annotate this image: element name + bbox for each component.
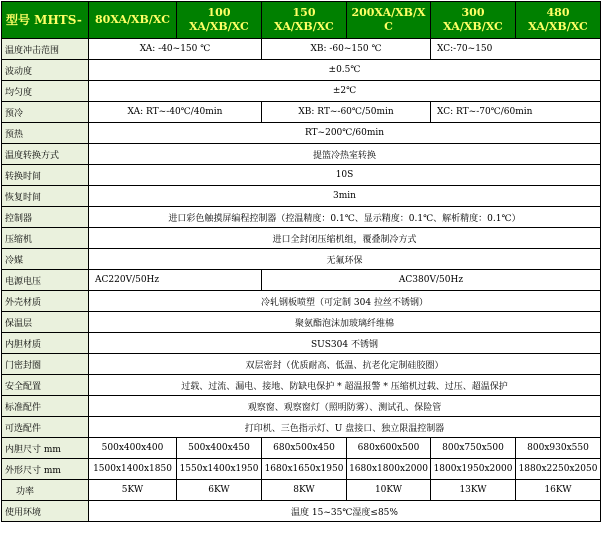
model-80: 80XA/XB/XC	[89, 2, 177, 39]
outer-size-480: 1880x2250x2050	[516, 459, 601, 480]
label-precool: 预冷	[2, 102, 89, 123]
uniformity-value: ±2℃	[89, 81, 601, 102]
switch-mode-value: 提篮冷热室转换	[89, 144, 601, 165]
liner-value: SUS304 不锈钢	[89, 333, 601, 354]
controller-value: 进口彩色触摸屏编程控制器（控温精度：0.1℃、显示精度：0.1℃、解析精度：0.1℃）	[89, 207, 601, 228]
outer-size-150: 1680x1650x1950	[262, 459, 347, 480]
row-precool	[2, 102, 601, 123]
door-seal-value: 双层密封（优质耐高、低温、抗老化定制硅胶圈）	[89, 354, 601, 375]
model-300-label: 300 XA/XB/XC	[443, 6, 503, 33]
fluctuation-value: ±0.5℃	[89, 60, 601, 81]
label-shell: 外壳材质	[2, 291, 89, 312]
power-150: 8KW	[262, 480, 347, 501]
model-100	[177, 2, 262, 39]
row-switch-mode	[2, 144, 601, 165]
safety-value: 过载、过流、漏电、接地、防缺电保护 * 超温报警 * 压缩机过载、过压、超温保护	[89, 375, 601, 396]
environment-value: 温度 15~35℃湿度≤85%	[89, 501, 601, 522]
standard-value: 观察窗、观察窗灯（照明防雾）、测试孔、保险管	[89, 396, 601, 417]
row-switch-time	[2, 165, 601, 186]
power-200: 10KW	[347, 480, 431, 501]
row-outer-size	[2, 459, 601, 480]
row-optional	[2, 417, 601, 438]
label-safety: 安全配置	[2, 375, 89, 396]
insulation-value: 聚氨酯泡沫加玻璃纤维棉	[89, 312, 601, 333]
row-power-supply	[2, 270, 601, 291]
inner-size-100: 500x400x450	[177, 438, 262, 459]
temp-range-xa: XA: -40~150 ℃	[89, 39, 262, 60]
label-preheat: 预热	[2, 123, 89, 144]
row-preheat	[2, 123, 601, 144]
row-inner-size	[2, 438, 601, 459]
row-compressor	[2, 228, 601, 249]
model-150	[262, 2, 347, 39]
row-temp-range	[2, 39, 601, 60]
model-200	[347, 2, 431, 39]
label-liner: 内胆材质	[2, 333, 89, 354]
row-recovery-time	[2, 186, 601, 207]
label-controller: 控制器	[2, 207, 89, 228]
label-inner-size: 内胆尺寸 mm	[2, 438, 89, 459]
temp-range-xb: XB: -60~150 ℃	[262, 39, 431, 60]
precool-xc: XC: RT~-70℃/60min	[431, 102, 601, 123]
label-recovery-time: 恢复时间	[2, 186, 89, 207]
temp-range-xc: XC:-70~150	[431, 39, 601, 60]
optional-value: 打印机、三色指示灯、U 盘接口、独立限温控制器	[89, 417, 601, 438]
power-supply-small: AC220V/50Hz	[89, 270, 262, 291]
outer-size-300: 1800x1950x2000	[431, 459, 516, 480]
row-safety	[2, 375, 601, 396]
precool-xb: XB: RT~-60℃/50min	[262, 102, 431, 123]
inner-size-300: 800x750x500	[431, 438, 516, 459]
label-optional: 可选配件	[2, 417, 89, 438]
preheat-value: RT~200℃/60min	[89, 123, 601, 144]
label-uniformity: 均匀度	[2, 81, 89, 102]
label-power: 功率	[2, 480, 89, 501]
spec-table	[1, 1, 601, 522]
header-row	[2, 2, 601, 39]
model-480-label: 480 XA/XB/XC	[528, 6, 588, 33]
inner-size-480: 800x930x550	[516, 438, 601, 459]
row-refrigerant	[2, 249, 601, 270]
label-outer-size: 外形尺寸 mm	[2, 459, 89, 480]
row-standard	[2, 396, 601, 417]
row-insulation	[2, 312, 601, 333]
compressor-value: 进口全封闭压缩机组，覆叠制冷方式	[89, 228, 601, 249]
inner-size-150: 680x500x450	[262, 438, 347, 459]
row-environment	[2, 501, 601, 522]
model-prefix: 型号 MHTS-	[2, 2, 89, 39]
label-power-supply: 电源电压	[2, 270, 89, 291]
shell-value: 冷轧钢板喷塑（可定制 304 拉丝不锈钢）	[89, 291, 601, 312]
label-standard: 标准配件	[2, 396, 89, 417]
power-300: 13KW	[431, 480, 516, 501]
row-controller	[2, 207, 601, 228]
switch-time-value: 10S	[89, 165, 601, 186]
refrigerant-value: 无氟环保	[89, 249, 601, 270]
power-80: 5KW	[89, 480, 177, 501]
label-temp-range: 温度冲击范围	[2, 39, 89, 60]
inner-size-80: 500x400x400	[89, 438, 177, 459]
row-shell	[2, 291, 601, 312]
row-liner	[2, 333, 601, 354]
outer-size-100: 1550x1400x1950	[177, 459, 262, 480]
inner-size-200: 680x600x500	[347, 438, 431, 459]
power-480: 16KW	[516, 480, 601, 501]
model-100-label: 100 XA/XB/XC	[189, 6, 249, 33]
outer-size-80: 1500x1400x1850	[89, 459, 177, 480]
label-insulation: 保温层	[2, 312, 89, 333]
label-environment: 使用环境	[2, 501, 89, 522]
row-power	[2, 480, 601, 501]
outer-size-200: 1680x1800x2000	[347, 459, 431, 480]
power-100: 6KW	[177, 480, 262, 501]
recovery-time-value: 3min	[89, 186, 601, 207]
label-fluctuation: 波动度	[2, 60, 89, 81]
model-200-label: 200XA/XB/X C	[351, 6, 426, 33]
label-switch-mode: 温度转换方式	[2, 144, 89, 165]
label-compressor: 压缩机	[2, 228, 89, 249]
label-refrigerant: 冷媒	[2, 249, 89, 270]
power-supply-large: AC380V/50Hz	[262, 270, 601, 291]
label-door-seal: 门密封圈	[2, 354, 89, 375]
precool-xa: XA: RT~-40℃/40min	[89, 102, 262, 123]
label-switch-time: 转换时间	[2, 165, 89, 186]
model-150-label: 150 XA/XB/XC	[274, 6, 334, 33]
row-uniformity	[2, 81, 601, 102]
row-door-seal	[2, 354, 601, 375]
model-480	[516, 2, 601, 39]
row-fluctuation	[2, 60, 601, 81]
model-300	[431, 2, 516, 39]
